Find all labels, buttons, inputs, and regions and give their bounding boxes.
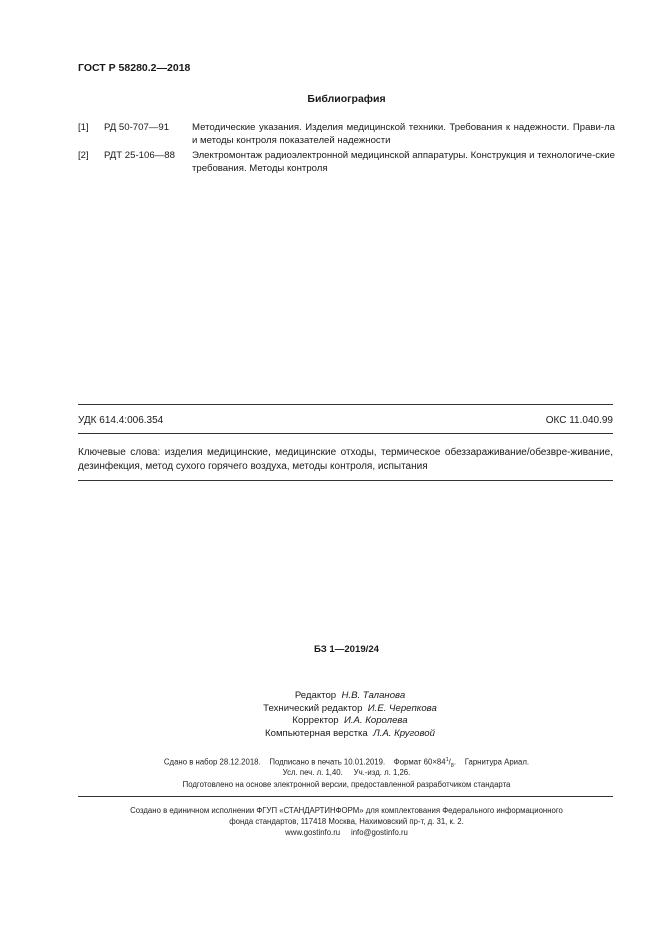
entry-number: [1]: [78, 122, 89, 133]
imprint-print-sheets: Усл. печ. л. 1,40.: [282, 768, 343, 777]
entry-number: [2]: [78, 150, 89, 161]
imprint-format: Формат 60×84: [393, 757, 446, 767]
format-sup: 1: [445, 757, 449, 763]
staff-name: Н.В. Таланова: [341, 690, 406, 701]
staff-role: Редактор: [294, 690, 337, 701]
imprint-pub-sheets: Уч.-изд. л. 1,26.: [353, 768, 411, 777]
divider: [78, 433, 613, 434]
staff-role: Компьютерная верстка: [265, 728, 368, 739]
footer-line: Создано в единичном исполнении ФГУП «СТАНДАРТИНФОРМ» для комплектования Федерального информационного: [130, 806, 563, 815]
entry-code: РД 50-707—91: [104, 122, 170, 133]
keywords: Ключевые слова: изделия медицинские, медицинские отходы, термическое обеззараживание/обезвре-живание, дезинфекция, метод сухого горячего воздуха, методы контроля, испытания: [78, 447, 613, 472]
staff-line: [200, 690, 500, 702]
entry-code: РДТ 25-106—88: [104, 150, 175, 161]
bz-number: БЗ 1—2019/24: [313, 644, 380, 655]
imprint-line: [0, 767, 661, 778]
staff-line: [200, 728, 500, 740]
staff-name: И.Е. Черепкова: [367, 703, 437, 714]
entry-text: Методические указания. Изделия медицинской техники. Требования к надежности. Прави-ла и методы контроля показателей надежности: [192, 122, 615, 146]
bibliography-title: Библиография: [307, 93, 386, 105]
oks-code: ОКС 11.040.99: [545, 415, 613, 426]
imprint-note: Подготовлено на основе электронной версии, предоставленной разработчиком стандарта: [182, 780, 511, 789]
divider: [78, 404, 613, 405]
footer-line: фонда стандартов, 117418 Москва, Нахимовский пр-т, д. 31, к. 2.: [229, 817, 464, 826]
website-link[interactable]: www.gostinfo.ru: [285, 828, 341, 837]
staff-name: Л.А. Круговой: [373, 728, 435, 739]
staff-role: Корректор: [292, 715, 339, 726]
staff-line: [200, 703, 500, 715]
imprint-typeface: Гарнитура Ариал.: [464, 757, 530, 767]
udk-code: УДК 614.4:006.354: [78, 415, 164, 426]
staff-role: Технический редактор: [263, 703, 363, 714]
staff-line: [200, 715, 500, 727]
document-code: ГОСТ Р 58280.2—2018: [78, 62, 191, 74]
footer-contacts: [0, 827, 661, 838]
imprint-line: Сдано в набор 28.12.2018. Подписано в печать 10.01.2019. Формат $60\times 84^1/_8$. Гарнитура Ариал.: [163, 757, 530, 770]
staff-name: И.А. Королева: [343, 715, 408, 726]
imprint-print-date: Подписано в печать 10.01.2019.: [269, 757, 386, 767]
divider: [78, 480, 613, 481]
format-sub: 8: [450, 763, 454, 770]
entry-text: Электромонтаж радиоэлектронной медицинской аппаратуры. Конструкция и технологиче-ские требования. Методы контроля: [192, 150, 615, 174]
imprint-set-date: Сдано в набор 28.12.2018.: [163, 757, 261, 767]
divider: [78, 796, 613, 797]
email-link[interactable]: info@gostinfo.ru: [350, 828, 408, 837]
